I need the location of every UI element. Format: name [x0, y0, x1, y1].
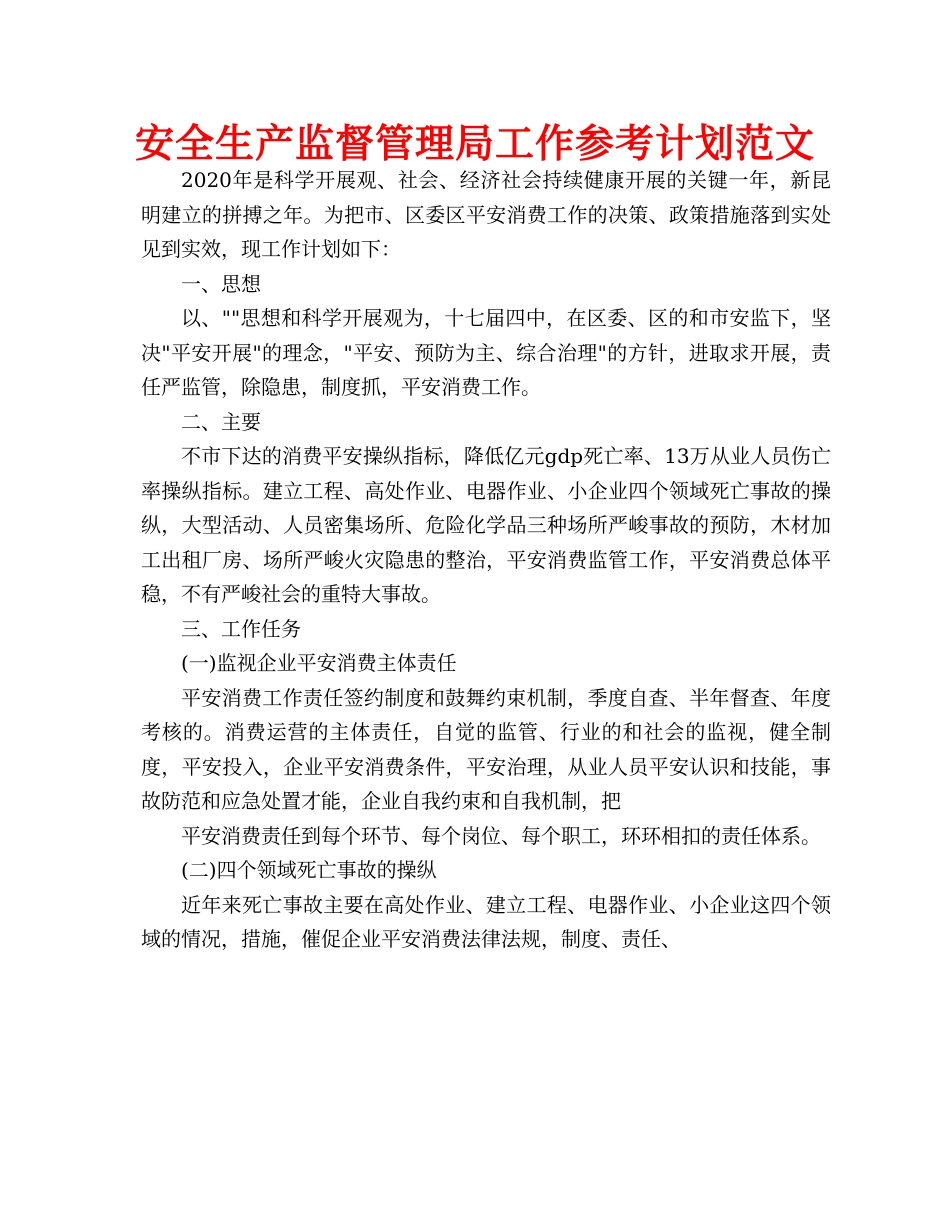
main-paragraph: 不市下达的消费平安操纵指标，降低亿元gdp死亡率、13万从业人员伤亡率操纵指标。建立工程、高处作业、电器作业、小企业四个领域死亡事故的操纵，大型活动、人员密集场所、危险化学品三种场所严峻事故的预防，木材加工出租厂房、场所严峻火灾隐患的整治，平安消费监管工作，平安消费总体平稳，不有严峻社会的重特大事故。 — [141, 444, 831, 606]
subsection-1-paragraph-continued: 平安消费责任到每个环节、每个岗位、每个职工，环环相扣的责任体系。 — [181, 823, 821, 848]
document-body — [141, 163, 831, 957]
subsection-heading-2: (二)四个领域死亡事故的操纵 — [181, 858, 437, 882]
section-heading-thought: 一、思想 — [181, 271, 261, 296]
subsection-1-paragraph: 平安消费工作责任签约制度和鼓舞约束机制，季度自查、半年督查、年度考核的。消费运营的主体责任，自觉的监管、行业的和社会的监视，健全制度，平安投入，企业平安消费条件，平安治理，从业人员平安认识和技能，事故防范和应急处置才能，企业自我约束和自我机制，把 — [141, 685, 831, 813]
section-heading-tasks: 三、工作任务 — [181, 616, 301, 641]
section-heading-main: 二、主要 — [181, 409, 261, 434]
document-title: 安全生产监督管理局工作参考计划范文 — [134, 121, 815, 167]
subsection-2-paragraph: 近年来死亡事故主要在高处作业、建立工程、电器作业、小企业这四个领域的情况，措施，催促企业平安消费法律法规，制度、责任、 — [141, 892, 831, 951]
subsection-heading-1: (一)监视企业平安消费主体责任 — [181, 651, 457, 675]
thought-paragraph: 以、""思想和科学开展观为，十七届四中，在区委、区的和市安监下，坚决"平安开展"的理念，"平安、预防为主、综合治理"的方针，进取求开展，责任严监管，除隐患，制度抓，平安消费工作。 — [141, 306, 831, 399]
intro-paragraph: 2020年是科学开展观、社会、经济社会持续健康开展的关键一年，新昆明建立的拼搏之年。为把市、区委区平安消费工作的决策、政策措施落到实处见到实效，现工作计划如下： — [141, 168, 831, 261]
